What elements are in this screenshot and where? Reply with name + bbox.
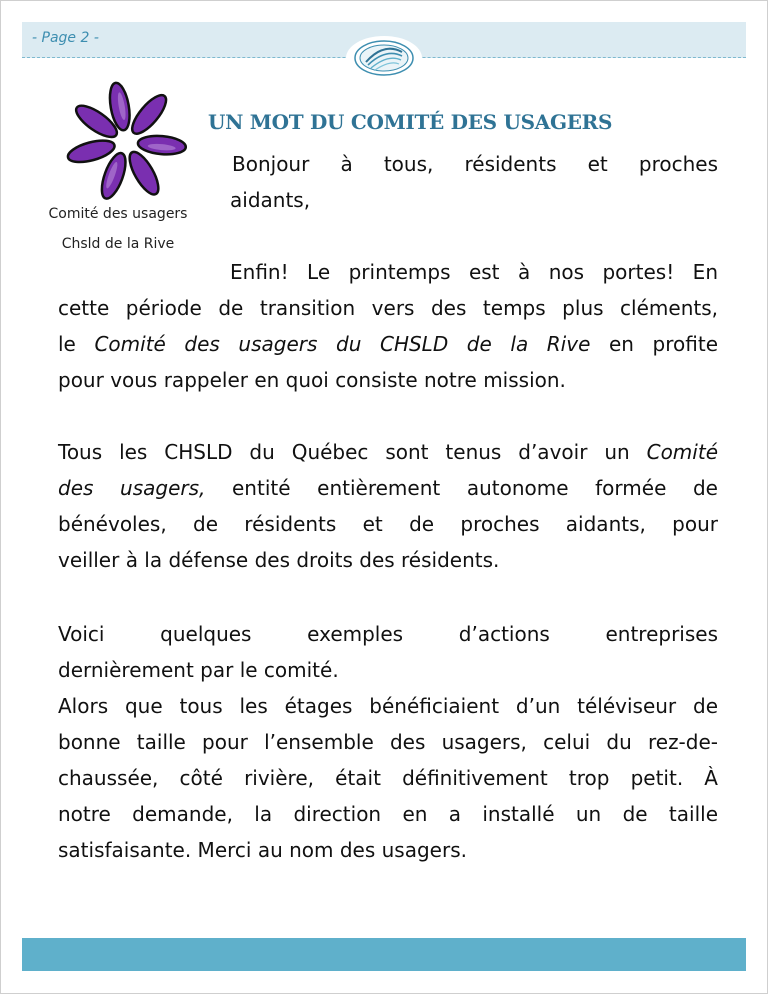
text-line: Alors que tous les étages bénéficiaient d’un téléviseur de	[58, 694, 718, 718]
purple-flower-logo-icon	[62, 80, 194, 204]
circular-swirl-logo-icon	[344, 34, 424, 82]
text-line: satisfaisante. Merci au nom des usagers.	[58, 838, 467, 862]
intro-paragraph	[58, 254, 718, 398]
logo-caption-line1: Comité des usagers	[48, 206, 188, 222]
text-line: des usagers, entité entièrement autonome formée de	[58, 476, 718, 500]
text-line: Tous les CHSLD du Québec sont tenus d’avoir un Comité	[58, 440, 718, 464]
text-line: Enfin! Le printemps est à nos portes! En	[230, 260, 718, 284]
text-line: Bonjour à tous, résidents et proches	[232, 152, 718, 176]
television-paragraph	[58, 688, 718, 868]
article-title: UN MOT DU COMITÉ DES USAGERS	[208, 110, 613, 134]
text-line: pour vous rappeler en quoi consiste notre mission.	[58, 368, 566, 392]
logo-caption-line2: Chsld de la Rive	[61, 236, 175, 252]
text-line: Voici quelques exemples d’actions entreprises	[58, 622, 718, 646]
actions-paragraph	[58, 616, 718, 688]
text-line: aidants,	[230, 188, 311, 212]
page-number: - Page 2 -	[32, 30, 99, 46]
text-line: veiller à la défense des droits des résidents.	[58, 548, 500, 572]
text-line: cette période de transition vers des temps plus cléments,	[58, 296, 718, 320]
text-line: bonne taille pour l’ensemble des usagers, celui du rez-de-	[58, 730, 718, 754]
text-line: le Comité des usagers du CHSLD de la Rive en profite	[58, 332, 719, 356]
greeting-paragraph	[230, 146, 718, 218]
text-line: bénévoles, de résidents et de proches aidants, pour	[58, 512, 718, 536]
text-line: chaussée, côté rivière, était définitivement trop petit. À	[58, 766, 718, 790]
footer-band	[22, 938, 746, 971]
committee-name-italic: Comité des usagers du CHSLD de la Rive	[94, 332, 591, 356]
mission-paragraph	[58, 434, 718, 578]
text-line: notre demande, la direction en a installé un de taille	[58, 802, 718, 826]
text-line: dernièrement par le comité.	[58, 658, 339, 682]
